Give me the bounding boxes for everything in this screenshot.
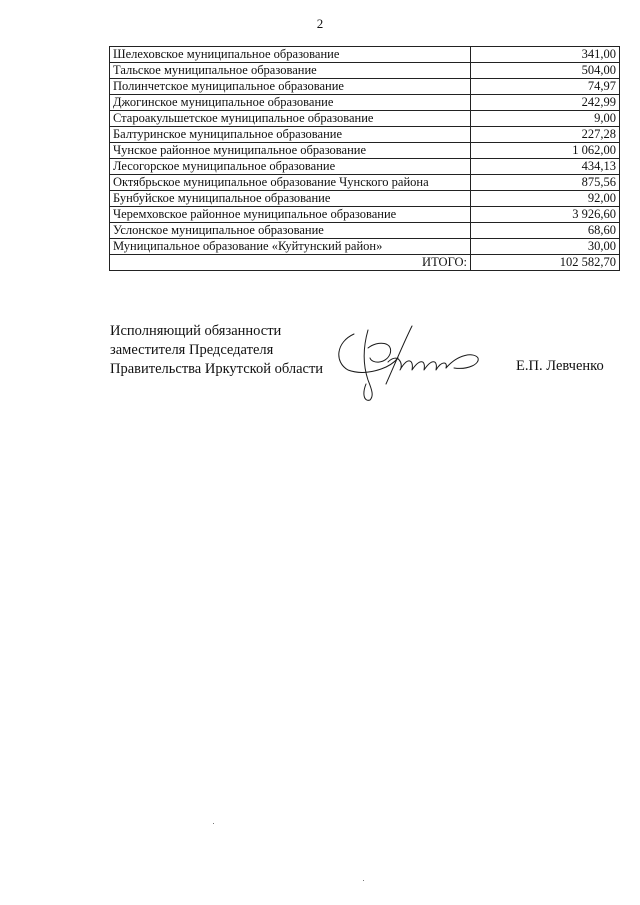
signer-name: Е.П. Левченко [516, 358, 604, 374]
row-value: 30,00 [471, 239, 620, 255]
row-value: 1 062,00 [471, 143, 620, 159]
row-value: 74,97 [471, 79, 620, 95]
scan-speck [363, 880, 364, 881]
table-row [110, 127, 620, 143]
row-value: 68,60 [471, 223, 620, 239]
row-name: Лесогорское муниципальное образование [110, 159, 471, 175]
signatory-position-line: Правительства Иркутской области [110, 361, 324, 377]
row-name: Тальское муниципальное образование [110, 63, 471, 79]
total-label: ИТОГО: [110, 255, 471, 271]
total-value: 102 582,70 [471, 255, 620, 271]
signatory-position [110, 322, 323, 379]
funds-table [109, 46, 620, 271]
table-row [110, 223, 620, 239]
row-name: Староакульшетское муниципальное образование [110, 111, 471, 127]
row-value: 875,56 [471, 175, 620, 191]
row-name: Услонское муниципальное образование [110, 223, 471, 239]
row-value: 92,00 [471, 191, 620, 207]
table-row [110, 111, 620, 127]
total-row [110, 255, 620, 271]
row-name: Балтуринское муниципальное образование [110, 127, 471, 143]
row-value: 3 926,60 [471, 207, 620, 223]
row-value: 242,99 [471, 95, 620, 111]
row-name: Муниципальное образование «Куйтунский район» [110, 239, 471, 255]
handwritten-signature [328, 318, 488, 408]
table-row [110, 79, 620, 95]
row-name: Бунбуйское муниципальное образование [110, 191, 471, 207]
table-row [110, 47, 620, 63]
signatory-position-line: заместителя Председателя [110, 342, 274, 358]
row-name: Полинчетское муниципальное образование [110, 79, 471, 95]
signatory-position-line: Исполняющий обязанности [110, 323, 282, 339]
table-row [110, 191, 620, 207]
row-value: 227,28 [471, 127, 620, 143]
row-value: 9,00 [471, 111, 620, 127]
row-name: Октябрьское муниципальное образование Чунского района [110, 175, 471, 191]
row-value: 434,13 [471, 159, 620, 175]
row-value: 341,00 [471, 47, 620, 63]
table-row [110, 63, 620, 79]
table-row [110, 143, 620, 159]
row-name: Черемховское районное муниципальное образование [110, 207, 471, 223]
table-row [110, 207, 620, 223]
row-name: Шелеховское муниципальное образование [110, 47, 471, 63]
row-name: Чунское районное муниципальное образование [110, 143, 471, 159]
row-value: 504,00 [471, 63, 620, 79]
table-row [110, 239, 620, 255]
scan-speck [213, 823, 214, 824]
table-row [110, 175, 620, 191]
table-row [110, 159, 620, 175]
page-number: 2 [316, 16, 324, 31]
table-row [110, 95, 620, 111]
row-name: Джогинское муниципальное образование [110, 95, 471, 111]
